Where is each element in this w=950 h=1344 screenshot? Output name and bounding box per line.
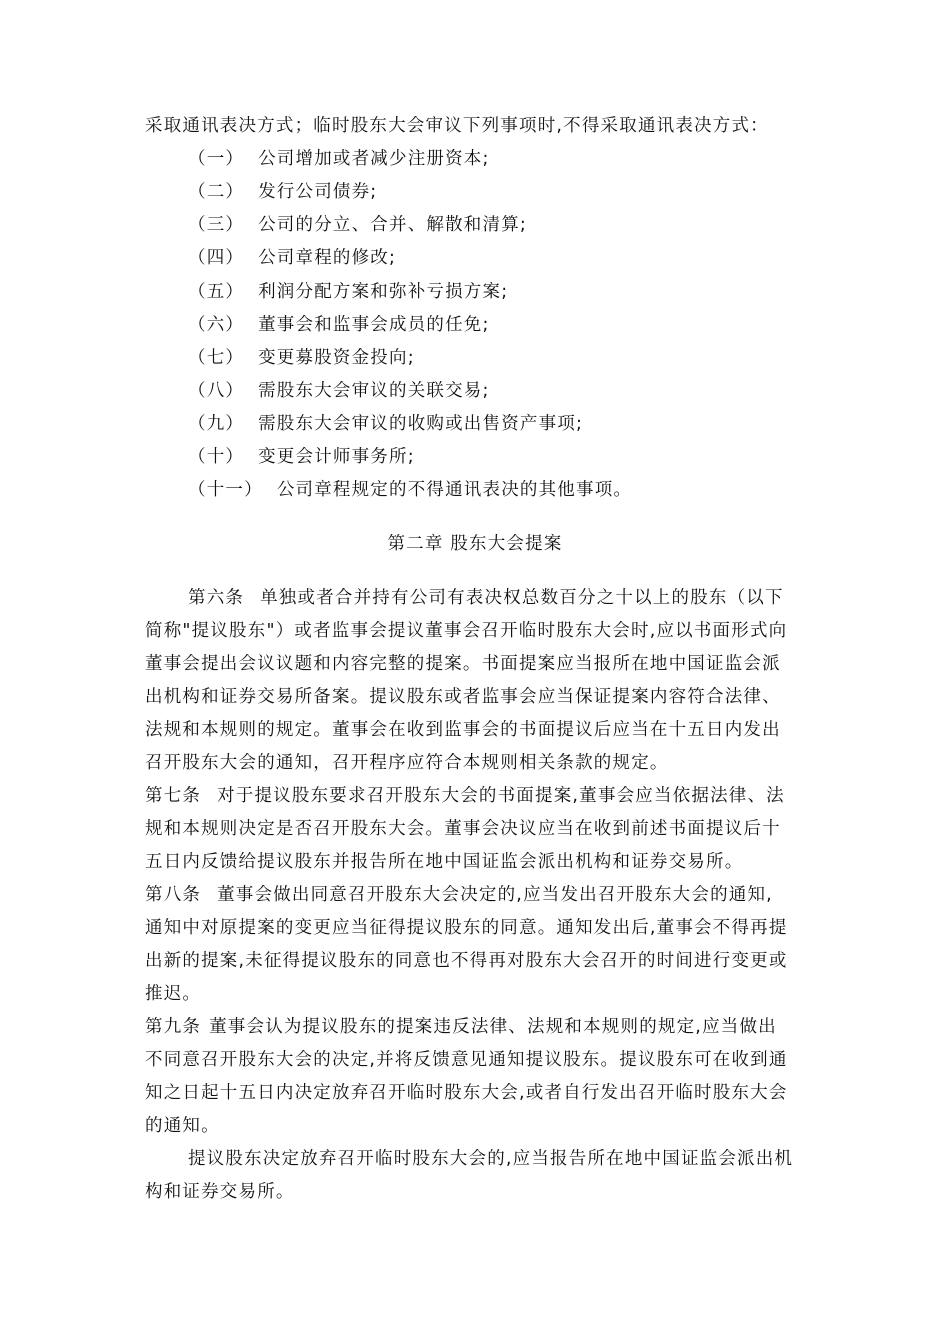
article-text: 董事会做出同意召开股东大会决定的,应当发出召开股东大会的通知, [217, 885, 773, 905]
article-label: 第八条 [145, 885, 202, 905]
article-8-line: 推迟。 [145, 984, 202, 1004]
article-6-line: 法规和本规则的规定。董事会在收到监事会的书面提议后应当在十五日内发出 [145, 720, 781, 740]
list-item [188, 313, 490, 337]
closing-paragraph-line: 构和证券交易所。 [145, 1182, 295, 1202]
list-item [188, 280, 508, 304]
list-item [188, 478, 632, 502]
intro-line: 采取通讯表决方式；临时股东大会审议下列事项时,不得采取通讯表决方式： [145, 116, 769, 136]
item-number: （七） [188, 348, 245, 368]
article-label: 第七条 [145, 786, 202, 806]
article-6-line: 出机构和证券交易所备案。提议股东或者监事会应当保证提案内容符合法律、 [145, 687, 781, 707]
list-item [188, 412, 583, 436]
list-item [188, 147, 490, 171]
item-number: （十） [188, 447, 245, 467]
article-9-line: 不同意召开股东大会的决定,并将反馈意见通知提议股东。提议股东可在收到通 [145, 1050, 788, 1070]
item-number: （一） [188, 149, 245, 169]
item-text: 公司的分立、合并、解散和清算; [258, 215, 528, 235]
article-9-line: 的通知。 [145, 1116, 220, 1136]
article-7-line: 规和本规则决定是否召开股东大会。董事会决议应当在收到前述书面提议后十 [145, 819, 781, 839]
item-text: 需股东大会审议的关联交易; [258, 381, 490, 401]
article-9-first-line [145, 1015, 777, 1039]
item-number: （四） [188, 248, 245, 268]
item-text: 公司章程规定的不得通讯表决的其他事项。 [276, 480, 633, 500]
article-label: 第九条 [145, 1017, 202, 1037]
article-6-first-line [188, 586, 784, 610]
item-text: 变更募股资金投向; [258, 348, 415, 368]
article-label: 第六条 [188, 588, 245, 608]
article-6-line: 董事会提出会议议题和内容完整的提案。书面提案应当报所在地中国证监会派 [145, 654, 781, 674]
closing-paragraph-line: 提议股东决定放弃召开临时股东大会的,应当报告所在地中国证监会派出机 [188, 1149, 794, 1169]
article-6-line: 召开股东大会的通知，召开程序应符合本规则相关条款的规定。 [145, 753, 669, 773]
item-text: 变更会计师事务所; [258, 447, 415, 467]
article-8-line: 出新的提案,未征得提议股东的同意也不得再对股东大会召开的时间进行变更或 [145, 951, 788, 971]
article-8-first-line [145, 883, 773, 907]
article-9-line: 知之日起十五日内决定放弃召开临时股东大会,或者自行发出召开临时股东大会 [145, 1083, 788, 1103]
item-number: （十一） [188, 480, 263, 500]
article-8-line: 通知中对原提案的变更应当征得提议股东的同意。通知发出后,董事会不得再提 [145, 918, 788, 938]
item-number: （五） [188, 282, 245, 302]
item-number: （九） [188, 414, 245, 434]
list-item [188, 246, 396, 270]
article-7-line: 五日内反馈给提议股东并报告所在地中国证监会派出机构和证券交易所。 [145, 852, 744, 872]
item-number: （八） [188, 381, 245, 401]
item-text: 需股东大会审议的收购或出售资产事项; [258, 414, 584, 434]
item-text: 公司章程的修改; [258, 248, 397, 268]
chapter-heading: 第二章 股东大会提案 [387, 534, 563, 554]
item-number: （二） [188, 182, 245, 202]
list-item [188, 213, 527, 237]
article-6-line: 简称"提议股东"）或者监事会提议董事会召开临时股东大会时,应以书面形式向 [145, 621, 788, 641]
article-text: 对于提议股东要求召开股东大会的书面提案,董事会应当依据法律、法 [217, 786, 785, 806]
item-text: 发行公司债券; [258, 182, 378, 202]
article-text: 董事会认为提议股东的提案违反法律、法规和本规则的规定,应当做出 [209, 1017, 777, 1037]
list-item [188, 346, 415, 370]
item-text: 董事会和监事会成员的任免; [258, 315, 490, 335]
item-number: （三） [188, 215, 245, 235]
list-item [188, 379, 490, 403]
article-text: 单独或者合并持有公司有表决权总数百分之十以上的股东（以下 [260, 588, 784, 608]
list-item [188, 180, 377, 204]
article-7-first-line [145, 784, 785, 808]
item-text: 公司增加或者减少注册资本; [258, 149, 490, 169]
item-text: 利润分配方案和弥补亏损方案; [258, 282, 509, 302]
list-item [188, 445, 415, 469]
item-number: （六） [188, 315, 245, 335]
